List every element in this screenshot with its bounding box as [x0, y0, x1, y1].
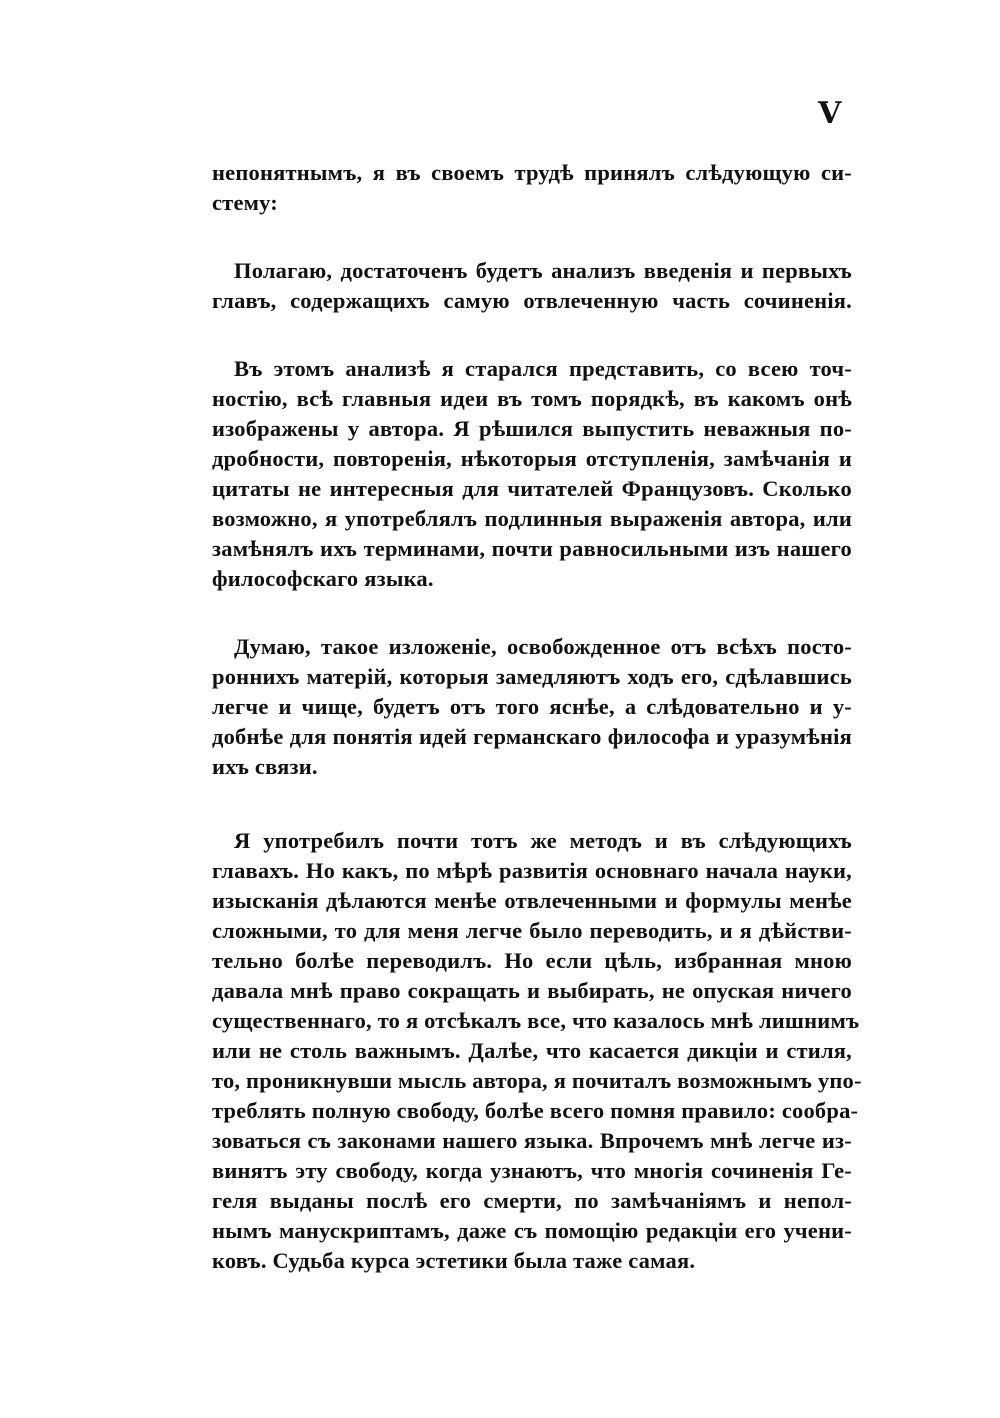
- text-line: замѣнялъ ихъ терминами, почти равносильными изъ нашего: [212, 536, 852, 561]
- text-line: тельно болѣе переводилъ. Но если цѣль, избранная мною: [212, 948, 852, 973]
- text-line: Полагаю, достаточенъ будетъ анализъ введенія и первыхъ: [234, 258, 852, 283]
- text-line: ихъ связи.: [212, 754, 318, 779]
- paragraph-4: [212, 632, 852, 782]
- body-text: [212, 158, 862, 1276]
- paragraph-5: [212, 826, 862, 1276]
- text-line: винятъ эту свободу, когда узнаютъ, что многія сочиненія Ге-: [212, 1158, 852, 1183]
- text-line: главъ, содержащихъ самую отвлеченную часть сочиненія.: [212, 288, 852, 313]
- text-line: роннихъ матерій, которыя замедляютъ ходъ его, сдѣлавшись: [212, 664, 852, 689]
- text-line: философскаго языка.: [212, 566, 434, 591]
- text-line: существеннаго, то я отсѣкалъ все, что казалось мнѣ лишнимъ: [212, 1008, 860, 1033]
- text-line: сложными, то для меня легче было переводить, и я дѣйстви-: [212, 918, 852, 943]
- text-line: то, проникнувши мысль автора, я почиталъ возможнымъ упо-: [212, 1068, 862, 1093]
- text-line: нымъ манускриптамъ, даже съ помощію редакціи его учени-: [212, 1218, 852, 1243]
- text-line: геля выданы послѣ его смерти, по замѣчаніямъ и непол-: [212, 1188, 852, 1213]
- text-line: дробности, повторенія, нѣкоторыя отступленія, замѣчанія и: [212, 446, 852, 471]
- paragraph-1: [212, 158, 852, 218]
- text-line: ностію, всѣ главныя идеи въ томъ порядкѣ, въ какомъ онѣ: [212, 386, 852, 411]
- text-line: ковъ. Судьба курса эстетики была таже самая.: [212, 1248, 696, 1273]
- text-line: треблять полную свободу, болѣе всего помня правило: сообра-: [212, 1098, 859, 1123]
- text-line: Думаю, такое изложеніе, освобожденное отъ всѣхъ посто-: [234, 634, 852, 659]
- text-line: Въ этомъ анализѣ я старался представить, со всею точ-: [234, 356, 852, 381]
- text-line: зоваться съ законами нашего языка. Впрочемъ мнѣ легче из-: [212, 1128, 852, 1153]
- paragraph-2: [212, 256, 852, 316]
- paragraph-3: [212, 354, 852, 594]
- text-line: легче и чище, будетъ отъ того яснѣе, а слѣдовательно и у-: [212, 694, 852, 719]
- text-line: или не столь важнымъ. Далѣе, что касается дикціи и стиля,: [212, 1038, 852, 1063]
- text-line: изысканія дѣлаются менѣе отвлеченными и формулы менѣе: [212, 888, 852, 913]
- text-line: возможно, я употреблялъ подлинныя выраженія автора, или: [212, 506, 852, 531]
- text-line: стему:: [212, 190, 278, 215]
- text-line: Я употребилъ почти тотъ же методъ и въ слѣдующихъ: [234, 828, 852, 853]
- page-number: V: [818, 96, 842, 131]
- text-line: главахъ. Но какъ, по мѣрѣ развитія основнаго начала науки,: [212, 858, 852, 883]
- text-line: изображены у автора. Я рѣшился выпустить неважныя по-: [212, 416, 852, 441]
- text-line: непонятнымъ, я въ своемъ трудѣ принялъ слѣдующую си-: [212, 160, 852, 185]
- text-line: цитаты не интересныя для читателей Французовъ. Сколько: [212, 476, 852, 501]
- text-line: добнѣе для понятія идей германскаго философа и уразумѣнія: [212, 724, 852, 749]
- text-line: давала мнѣ право сокращать и выбирать, не опуская ничего: [212, 978, 852, 1003]
